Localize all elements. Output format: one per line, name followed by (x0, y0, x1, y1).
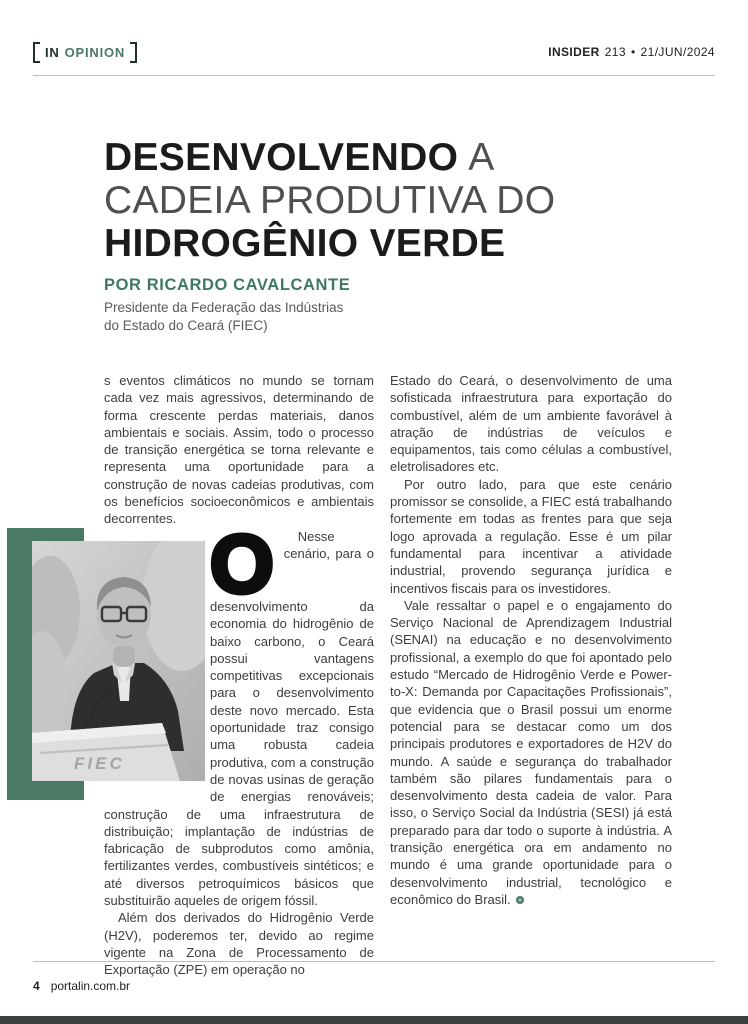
paragraph-left-2: Nesse cenário, para o desenvolvimento da economia do hidrogênio de baixo carbono, o Ceará possui vantagens competitivas excepcionais para o desenvolvimento deste novo mercado. Esta oportunidade traz consigo uma robusta cadeia produtiva, com a construção de novas usinas de geração de energias renováveis; construção de uma infraestrutura de distribuição; implantação de indústrias de fabricação de subprodutos como amônia, fertilizantes verdes, combustíveis sintéticos; e até diversos petroquímicos básicos que substituirão aqueles de origem fóssil. (104, 528, 374, 909)
bracket-left-icon (33, 42, 40, 63)
issue-date: 21/JUN/2024 (640, 45, 715, 59)
issue-info (548, 45, 715, 59)
paragraph-left-3: Além dos derivados do Hidrogênio Verde (H2V), poderemos ter, devido ao regime vigente na Zona de Processamento de Exportação (ZPE) em operação no (104, 910, 374, 978)
footer-rule (33, 961, 715, 962)
podium-label: FIEC (74, 754, 125, 773)
photo-block (74, 528, 204, 800)
issue-separator: • (630, 45, 636, 59)
website-url: portalin.com.br (50, 979, 131, 993)
paragraph-right-3: Vale ressaltar o papel e o engajamento do Serviço Nacional de Aprendizagem Industrial (SENAI) na educação e no desenvolvimento profissional, a exemplo do que foi apontado pelo estudo “Mercado de Hidrogênio Verde e Power-to-X: Demanda por Capacitações Profissionais”, que evidencia que o Brasil possui um enorme potencial para se destacar como um dos principais produtores e exportadores de H2V do mundo. A saúde e segurança do trabalhador também são pilares fundamentais para o desenvolvimento desta cadeia de valor. Para isso, o Serviço Social da Indústria (SESI) já está preparado para dar todo o suporte à indústria. A transição energética ora em andamento no mundo é uma grande oportunidade para o desenvolvimento industrial, tecnológico e econômico do Brasil. (390, 597, 672, 907)
bracket-right-icon (130, 42, 137, 63)
issue-number: 213 (604, 45, 626, 59)
title-line-1: DESENVOLVENDO A (104, 136, 495, 179)
byline-author: POR RICARDO CAVALCANTE (104, 276, 351, 294)
article-title (104, 136, 704, 265)
left-column (74, 372, 374, 979)
byline (104, 276, 350, 335)
right-column (390, 372, 672, 979)
bottom-bar (0, 1016, 748, 1024)
section-badge (33, 42, 137, 63)
dropcap-o: O (210, 519, 274, 610)
author-photo (32, 541, 205, 781)
end-mark-icon (516, 896, 524, 904)
header-rule (33, 75, 715, 76)
byline-role-line-2: do Estado do Ceará (FIEC) (104, 318, 268, 333)
badge-word-opinion: OPINION (64, 44, 126, 60)
magazine-name: INSIDER (548, 45, 600, 59)
title-line-3: HIDROGÊNIO VERDE (104, 222, 506, 265)
page-number: 4 (33, 979, 40, 993)
badge-word-in: IN (45, 44, 60, 60)
paragraph-right-2: Por outro lado, para que este cenário promissor se consolide, a FIEC está trabalhando fortemente em todas as frentes para que seja logo aprovada a regulação. Esse é um pilar fundamental para incentivar a atividade industrial, provendo segurança jurídica e incentivos fiscais para os investidores. (390, 476, 672, 596)
title-line-2: CADEIA PRODUTIVA DO (104, 179, 556, 222)
paragraph-right-1: Estado do Ceará, o desenvolvimento de uma sofisticada infraestrutura para exportação do combustível, além de um ambiente favorável à atração de indústrias de veículos e equipamentos, tais como células a combustível, eletrolisadores etc. (390, 373, 672, 475)
article-body (74, 372, 672, 979)
byline-role-line-1: Presidente da Federação das Indústrias (104, 300, 344, 315)
paragraph-left-1: O s eventos climáticos no mundo se tornam cada vez mais agressivos, determinando de forma crescente perdas materiais, danos ambientais e sociais. Assim, todo o processo de transição energética se torna relevante e representa uma oportunidade para a construção de novas cadeias produtivas, com os benefícios socioeconômicos e ambientais decorrentes. (104, 373, 374, 610)
page-footer (33, 979, 130, 993)
page-header (33, 40, 715, 64)
